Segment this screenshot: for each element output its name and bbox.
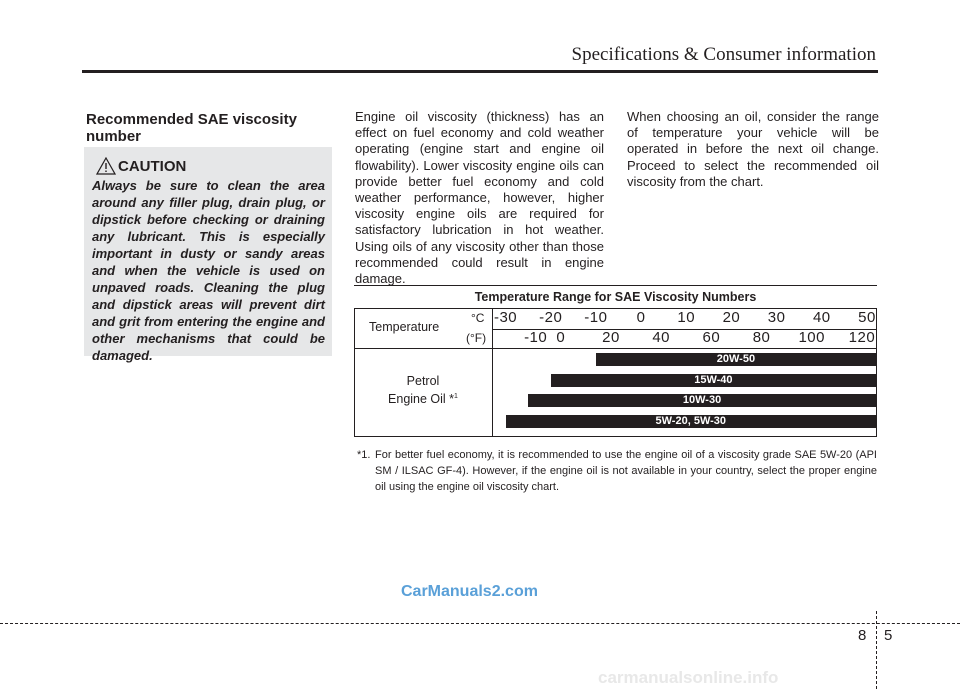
chart-row-divider — [354, 348, 877, 349]
fahrenheit-unit: (°F) — [466, 331, 487, 345]
caution-text: Always be sure to clean the area around any filler plug, drain plug, or dipstick before checking or draining any lubricant. This is especially important in dusty or sandy areas and when the vehicle is used on unpaved roads. Cleaning the plug and dipstick areas will prevent dirt and grit from entering the engine and other mechanisms that could be damaged. — [92, 178, 325, 363]
fahrenheit-tick-label: 120 — [848, 329, 876, 346]
chart-right-border — [876, 308, 877, 436]
celsius-tick-label: -10 — [584, 309, 608, 326]
celsius-tick-label: -30 — [493, 309, 518, 326]
fahrenheit-tick-label: 40 — [652, 329, 670, 346]
section-title: Recommended SAE viscosity number — [86, 111, 297, 145]
viscosity-bar: 5W-20, 5W-30 — [506, 415, 876, 428]
chart-title-divider — [354, 308, 877, 309]
celsius-tick-label: -20 — [539, 309, 563, 326]
viscosity-bar: 10W-30 — [528, 394, 876, 407]
warning-triangle-icon — [96, 157, 116, 175]
footnote-text: For better fuel economy, it is recommended to use the engine oil of a viscosity grade SAE 5W-20 (API SM / ILSAC GF-4). However, if the engine oil is not available in your country, select the proper engine oil using the engine oil viscosity chart. — [375, 449, 877, 493]
oil-type-line2: Engine Oil * — [388, 392, 455, 407]
fahrenheit-tick-label: 60 — [702, 329, 721, 346]
celsius-tick-label: 30 — [767, 309, 786, 326]
celsius-tick-label: 20 — [722, 309, 741, 326]
page-number: 5 — [884, 627, 893, 644]
caution-box — [84, 147, 332, 363]
page-number-divider — [876, 611, 877, 689]
oil-type-line1: Petrol — [406, 374, 440, 388]
chart-left-border — [354, 308, 355, 436]
celsius-tick-label: 0 — [636, 309, 646, 326]
oil-type-footnote-ref: 1 — [454, 393, 458, 400]
section-header-title: Specifications & Consumer information — [571, 44, 876, 65]
celsius-tick-label: 50 — [858, 309, 876, 326]
viscosity-bar: 20W-50 — [596, 353, 876, 366]
celsius-tick-label: 10 — [677, 309, 696, 326]
fahrenheit-tick-label: 20 — [602, 329, 620, 346]
footer-watermark: carmanualsonline.info — [598, 668, 779, 687]
viscosity-paragraph: Engine oil viscosity (thickness) has an effect on fuel economy and cold weather operating (engine start and engine oil flowability). Lower viscosity engine oils can provide better fuel economy and cold weather performance, however, higher viscosity engine oils are required for satisfactory lubrication in hot weather. Using oils of any viscosity other than those recommended could result in engine damage. — [355, 109, 604, 287]
header-rule — [82, 70, 878, 73]
temperature-label: Temperature — [369, 320, 440, 334]
viscosity-bar: 15W-40 — [551, 374, 876, 387]
footnote-mark: *1. — [357, 449, 371, 461]
caution-title: CAUTION — [118, 158, 187, 175]
watermark-link[interactable]: CarManuals2.com — [401, 583, 538, 600]
viscosity-chart — [354, 285, 877, 437]
chart-label-divider — [492, 308, 493, 436]
fahrenheit-tick-label: 0 — [556, 329, 566, 346]
chapter-number: 8 — [858, 627, 867, 644]
fahrenheit-tick-label: 80 — [752, 329, 771, 346]
oil-type-label — [354, 373, 492, 407]
chart-title: Temperature Range for SAE Viscosity Numbers — [474, 290, 757, 304]
fahrenheit-tick-label: 100 — [798, 329, 825, 346]
footer-rule — [0, 623, 960, 624]
celsius-tick-label: 40 — [812, 309, 831, 326]
fahrenheit-tick-label: -10 — [524, 329, 548, 346]
celsius-unit: °C — [471, 311, 485, 325]
oil-choice-paragraph: When choosing an oil, consider the range of temperature your vehicle will be operated in before the next oil change. Proceed to select the recommended oil viscosity from the chart. — [627, 109, 879, 189]
footnote — [357, 447, 877, 495]
